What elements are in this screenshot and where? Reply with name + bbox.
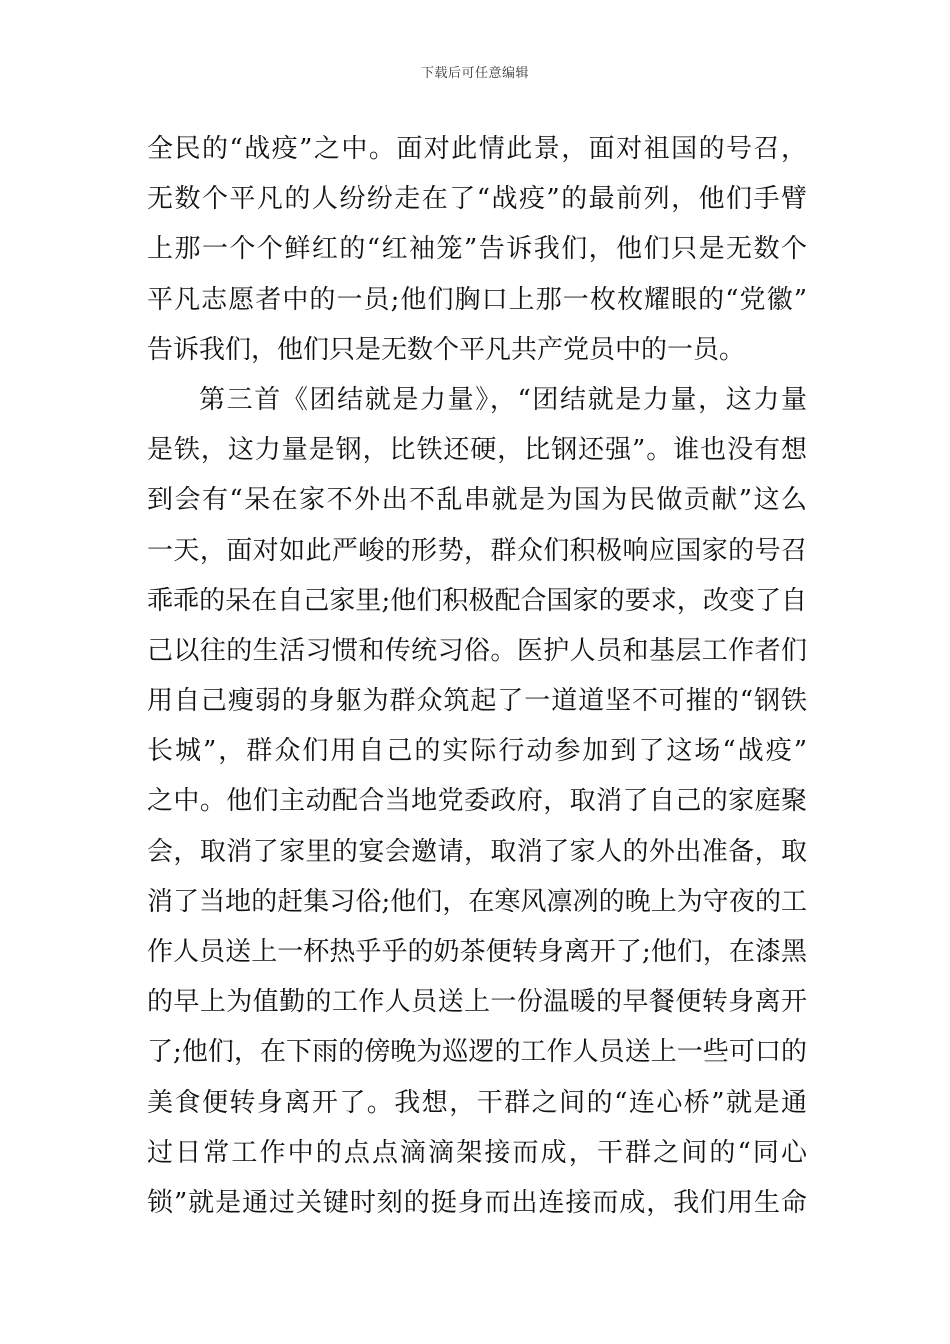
text-line: 无数个平凡的人纷纷走在了“战疫”的最前列，他们手臂 xyxy=(147,184,807,215)
text-line: 消了当地的赶集习俗;他们，在寒风凛冽的晚上为守夜的工 xyxy=(147,886,807,917)
text-line: 用自己瘦弱的身躯为群众筑起了一道道坚不可摧的“钢铁 xyxy=(147,686,807,717)
text-line: 锁”就是通过关键时刻的挺身而出连接而成，我们用生命 xyxy=(147,1187,807,1218)
text-line: 全民的“战疫”之中。面对此情此景，面对祖国的号召， xyxy=(147,134,807,164)
text-line: 作人员送上一杯热乎乎的奶茶便转身离开了;他们，在漆黑 xyxy=(147,937,807,967)
text-line: 己以往的生活习惯和传统习俗。医护人员和基层工作者们 xyxy=(147,635,807,666)
text-line: 了;他们，在下雨的傍晚为巡逻的工作人员送上一些可口的 xyxy=(147,1037,807,1068)
text-line: 到会有“呆在家不外出不乱串就是为国为民做贡献”这么 xyxy=(147,485,807,516)
text-line: 会，取消了家里的宴会邀请，取消了家人的外出准备，取 xyxy=(147,836,807,867)
text-line: 平凡志愿者中的一员;他们胸口上那一枚枚耀眼的“党徽” xyxy=(147,284,807,315)
text-line: 一天，面对如此严峻的形势，群众们积极响应国家的号召 xyxy=(147,535,807,566)
text-line: 乖乖的呆在自己家里;他们积极配合国家的要求，改变了自 xyxy=(147,585,807,616)
page-header: 下载后可任意编辑 xyxy=(420,66,529,81)
text-line: 过日常工作中的点点滴滴架接而成，干群之间的“同心 xyxy=(147,1137,807,1168)
paragraph-start-line: 第三首《团结就是力量》，“团结就是力量，这力量 xyxy=(199,384,807,415)
text-line: 是铁，这力量是钢，比铁还硬，比钢还强”。谁也没有想 xyxy=(147,435,807,466)
text-line: 之中。他们主动配合当地党委政府，取消了自己的家庭聚 xyxy=(147,786,807,817)
text-line: 美食便转身离开了。我想，干群之间的“连心桥”就是通 xyxy=(147,1087,807,1118)
text-line: 上那一个个鲜红的“红袖笼”告诉我们，他们只是无数个 xyxy=(147,234,807,265)
text-line: 的早上为值勤的工作人员送上一份温暖的早餐便转身离开 xyxy=(147,987,807,1018)
document-body xyxy=(147,124,807,1228)
paragraph-end-line: 告诉我们，他们只是无数个平凡共产党员中的一员。 xyxy=(147,334,746,365)
text-line: 长城”，群众们用自己的实际行动参加到了这场“战疫” xyxy=(147,736,807,767)
